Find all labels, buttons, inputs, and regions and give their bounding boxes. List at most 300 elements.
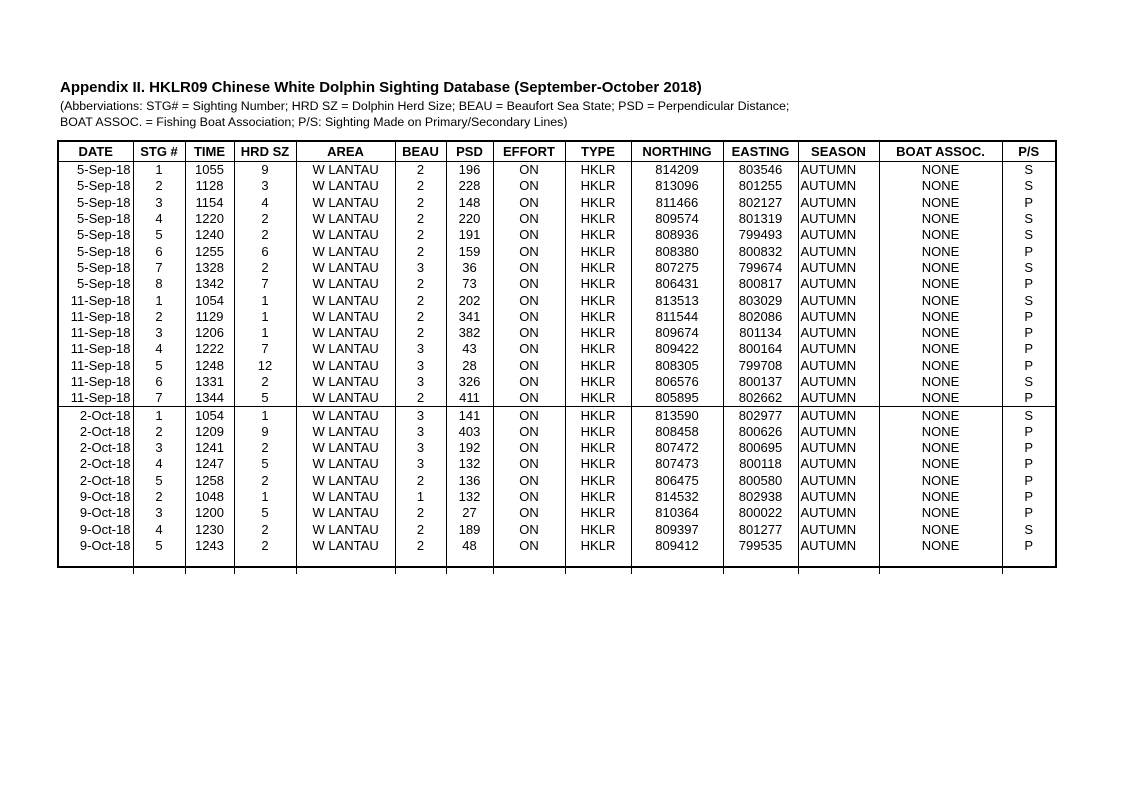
table-cell: 2-Oct-18 (59, 424, 133, 440)
table-cell: 813590 (631, 407, 723, 424)
table-cell: 1255 (185, 243, 234, 259)
table-cell: 4 (133, 456, 185, 472)
table-cell: 806431 (631, 276, 723, 292)
table-cell: NONE (879, 260, 1002, 276)
table-row (59, 162, 1055, 179)
table-cell: P (1024, 423, 1034, 439)
table-cell: 801255 (723, 178, 798, 194)
table-cell: S (1024, 521, 1034, 537)
table-cell: 7 (234, 341, 296, 357)
table-cell: 191 (446, 227, 493, 243)
empty-cell (1002, 554, 1055, 574)
table-cell: 2-Oct-18 (59, 456, 133, 472)
table-cell: 800022 (723, 505, 798, 521)
table-cell: 5-Sep-18 (59, 276, 133, 292)
table-cell: 814532 (631, 489, 723, 505)
table-cell: 1243 (185, 538, 234, 554)
table-cell: 2 (395, 309, 446, 325)
table-cell: HKLR (565, 358, 631, 374)
table-cell: 4 (133, 522, 185, 538)
table-cell: NONE (879, 390, 1002, 407)
column-header: BEAU (395, 142, 446, 162)
table-cell: 5 (133, 227, 185, 243)
table-cell: 1209 (185, 424, 234, 440)
table-cell: 136 (446, 473, 493, 489)
table-cell: 6 (133, 374, 185, 390)
empty-cell (879, 554, 1002, 574)
table-row (59, 473, 1055, 489)
table-cell: S (1024, 374, 1034, 389)
table-cell: ON (493, 473, 565, 489)
table-cell: W LANTAU (296, 211, 395, 227)
empty-cell (446, 554, 493, 574)
abbreviations-line-1: (Abberviations: STG# = Sighting Number; HRD SZ = Dolphin Herd Size; BEAU = Beaufort Sea State; PSD = Perpendicular Distance; (60, 99, 790, 113)
table-cell: AUTUMN (798, 390, 879, 407)
table-cell: ON (493, 195, 565, 211)
table-cell: 814209 (631, 162, 723, 179)
table-cell: P (1024, 308, 1034, 324)
table-cell: 5-Sep-18 (59, 227, 133, 243)
table-cell: 1344 (185, 390, 234, 407)
table-cell: AUTUMN (798, 522, 879, 538)
table-cell: 2 (133, 178, 185, 194)
table-cell: AUTUMN (798, 195, 879, 211)
table-row (59, 522, 1055, 538)
table-cell: 803546 (723, 162, 798, 179)
table-cell: ON (493, 538, 565, 554)
column-header: EFFORT (493, 142, 565, 162)
table-cell: 1 (133, 162, 185, 179)
table-cell: 1048 (185, 489, 234, 505)
table-cell: 799708 (723, 358, 798, 374)
table-cell: 800832 (723, 243, 798, 259)
table-cell: 1 (234, 309, 296, 325)
table-cell: HKLR (565, 260, 631, 276)
table-cell: 3 (395, 341, 446, 357)
table-cell: ON (493, 260, 565, 276)
table-cell: 2 (395, 162, 446, 179)
table-cell: 9-Oct-18 (59, 489, 133, 505)
table-cell: 141 (446, 407, 493, 424)
table-cell: 7 (234, 276, 296, 292)
table-cell: 189 (446, 522, 493, 538)
table-cell: AUTUMN (798, 456, 879, 472)
table-cell: 411 (446, 390, 493, 407)
table-cell: HKLR (565, 195, 631, 211)
table-row (59, 178, 1055, 194)
table-cell: ON (493, 292, 565, 308)
table-cell: 3 (133, 505, 185, 521)
table-cell: 11-Sep-18 (59, 374, 133, 390)
table-cell: 148 (446, 195, 493, 211)
table-cell: ON (493, 341, 565, 357)
table-cell: 403 (446, 424, 493, 440)
table-cell: S (1024, 178, 1034, 194)
table-cell: AUTUMN (798, 276, 879, 292)
table-cell: 5-Sep-18 (59, 260, 133, 276)
table-cell: 807472 (631, 440, 723, 456)
table-cell: 1 (234, 407, 296, 424)
table-cell: 4 (133, 211, 185, 227)
table-cell: 9 (234, 162, 296, 179)
table-cell: W LANTAU (296, 538, 395, 554)
table-cell: ON (493, 522, 565, 538)
table-cell: AUTUMN (798, 178, 879, 194)
table-cell: 326 (446, 374, 493, 390)
table-cell: ON (493, 162, 565, 179)
table-cell: 9-Oct-18 (59, 522, 133, 538)
table-cell: 2 (395, 390, 446, 407)
table-cell: 1 (234, 489, 296, 505)
table-cell: 3 (395, 440, 446, 456)
table-cell: 3 (234, 178, 296, 194)
table-cell: HKLR (565, 227, 631, 243)
table-cell: 2-Oct-18 (59, 407, 133, 424)
table-cell: 806576 (631, 374, 723, 390)
table-cell: HKLR (565, 473, 631, 489)
table-cell: 2 (395, 227, 446, 243)
table-cell: 9-Oct-18 (59, 538, 133, 554)
table-cell: HKLR (565, 292, 631, 308)
table-cell: NONE (879, 227, 1002, 243)
table-cell: W LANTAU (296, 260, 395, 276)
table-cell: W LANTAU (296, 489, 395, 505)
table-cell: ON (493, 424, 565, 440)
table-cell: 36 (446, 260, 493, 276)
table-cell: 3 (133, 325, 185, 341)
table-cell: W LANTAU (296, 325, 395, 341)
table-cell: 43 (446, 341, 493, 357)
table-cell: AUTUMN (798, 292, 879, 308)
table-cell: 809574 (631, 211, 723, 227)
table-cell: 228 (446, 178, 493, 194)
table-cell: 1331 (185, 374, 234, 390)
table-cell: S (1024, 292, 1034, 308)
table-cell: P (1024, 505, 1034, 521)
table-cell: 809674 (631, 325, 723, 341)
sighting-table-frame (57, 140, 1057, 568)
table-row (59, 489, 1055, 505)
column-header: EASTING (723, 142, 798, 162)
table-cell: 801277 (723, 522, 798, 538)
table-cell: HKLR (565, 489, 631, 505)
table-cell: 5 (234, 456, 296, 472)
table-cell: 1 (133, 292, 185, 308)
column-header: SEASON (798, 142, 879, 162)
table-cell: ON (493, 358, 565, 374)
column-header: AREA (296, 142, 395, 162)
table-cell: AUTUMN (798, 325, 879, 341)
table-cell: W LANTAU (296, 505, 395, 521)
table-cell: S (1002, 407, 1055, 424)
table-row (59, 374, 1055, 390)
table-cell: NONE (879, 325, 1002, 341)
table-cell: 2 (234, 440, 296, 456)
empty-cell (565, 554, 631, 574)
table-cell: 9-Oct-18 (59, 505, 133, 521)
table-cell: P (1024, 489, 1034, 505)
table-cell: 7 (133, 260, 185, 276)
table-cell: AUTUMN (798, 489, 879, 505)
table-cell: 7 (133, 390, 185, 407)
table-cell: NONE (879, 178, 1002, 194)
table-cell: ON (493, 456, 565, 472)
table-cell: AUTUMN (798, 341, 879, 357)
table-row (59, 260, 1055, 276)
table-cell: 807275 (631, 260, 723, 276)
table-cell: HKLR (565, 522, 631, 538)
table-cell: W LANTAU (296, 522, 395, 538)
table-cell: W LANTAU (296, 195, 395, 211)
table-cell: 2 (395, 178, 446, 194)
table-cell: 341 (446, 309, 493, 325)
table-row (59, 292, 1055, 308)
table-cell: 800626 (723, 424, 798, 440)
table-cell: 800164 (723, 341, 798, 357)
table-cell: 799535 (723, 538, 798, 554)
table-cell: 27 (446, 505, 493, 521)
table-cell: HKLR (565, 309, 631, 325)
table-cell: NONE (879, 489, 1002, 505)
table-cell: 1247 (185, 456, 234, 472)
table-cell: 132 (446, 489, 493, 505)
table-cell: P (1024, 341, 1034, 357)
table-cell: P (1024, 472, 1034, 488)
table-cell: 1129 (185, 309, 234, 325)
table-cell: W LANTAU (296, 227, 395, 243)
table-cell: 2 (234, 522, 296, 538)
table-cell: 2 (395, 292, 446, 308)
table-cell: 1230 (185, 522, 234, 538)
table-cell: 5 (133, 358, 185, 374)
table-cell: 808936 (631, 227, 723, 243)
table-cell: 9 (234, 424, 296, 440)
table-cell: 5-Sep-18 (59, 195, 133, 211)
table-cell: NONE (879, 292, 1002, 308)
table-cell: 2 (395, 211, 446, 227)
table-cell: 48 (446, 538, 493, 554)
column-header: BOAT ASSOC. (879, 142, 1002, 162)
table-row (59, 505, 1055, 521)
table-cell: P (1024, 194, 1034, 210)
column-header: DATE (59, 142, 133, 162)
table-cell: 803029 (723, 292, 798, 308)
table-cell: 1 (395, 489, 446, 505)
table-cell: 5 (133, 538, 185, 554)
table-cell: 196 (446, 162, 493, 179)
table-cell: HKLR (565, 456, 631, 472)
table-cell: 1055 (185, 162, 234, 179)
table-cell: P (1024, 440, 1034, 456)
table-cell: ON (493, 440, 565, 456)
abbreviations-note (60, 98, 789, 130)
table-cell: 1258 (185, 473, 234, 489)
table-cell: W LANTAU (296, 276, 395, 292)
table-cell: HKLR (565, 325, 631, 341)
table-cell: 3 (395, 424, 446, 440)
table-cell: S (1024, 259, 1034, 275)
table-cell: HKLR (565, 341, 631, 357)
table-row (59, 276, 1055, 292)
table-cell: 1206 (185, 325, 234, 341)
table-cell: NONE (879, 195, 1002, 211)
column-header: TYPE (565, 142, 631, 162)
table-cell: W LANTAU (296, 243, 395, 259)
table-cell: 1241 (185, 440, 234, 456)
table-cell: 2 (133, 424, 185, 440)
table-cell: 813096 (631, 178, 723, 194)
table-cell: 2 (395, 276, 446, 292)
table-cell: W LANTAU (296, 424, 395, 440)
table-cell: NONE (879, 276, 1002, 292)
table-cell: AUTUMN (798, 227, 879, 243)
table-cell: 1 (234, 292, 296, 308)
empty-cell (493, 554, 565, 574)
table-row (59, 211, 1055, 227)
table-cell: 801134 (723, 325, 798, 341)
table-cell: HKLR (565, 178, 631, 194)
table-cell: 28 (446, 358, 493, 374)
table-cell: 1 (234, 325, 296, 341)
abbreviations-line-2: BOAT ASSOC. = Fishing Boat Association; P/S: Sighting Made on Primary/Secondary Lines) (60, 115, 568, 129)
table-cell: 811544 (631, 309, 723, 325)
table-cell: ON (493, 407, 565, 424)
table-cell: AUTUMN (798, 211, 879, 227)
table-cell: NONE (879, 505, 1002, 521)
table-cell: 809412 (631, 538, 723, 554)
table-cell: W LANTAU (296, 407, 395, 424)
table-cell: 1222 (185, 341, 234, 357)
table-cell: HKLR (565, 374, 631, 390)
table-cell: P (1024, 243, 1034, 259)
table-cell: ON (493, 243, 565, 259)
empty-cell (59, 554, 133, 574)
table-cell: ON (493, 227, 565, 243)
empty-cell (798, 554, 879, 574)
table-cell: 800137 (723, 374, 798, 390)
table-cell: 806475 (631, 473, 723, 489)
table-cell: W LANTAU (296, 440, 395, 456)
table-cell: 1342 (185, 276, 234, 292)
table-cell: 2 (234, 473, 296, 489)
table-cell: 11-Sep-18 (59, 341, 133, 357)
table-cell: 5 (133, 473, 185, 489)
table-cell: HKLR (565, 538, 631, 554)
table-cell: 3 (395, 374, 446, 390)
table-cell: HKLR (565, 440, 631, 456)
table-cell: P (1024, 276, 1034, 292)
table-cell: HKLR (565, 243, 631, 259)
table-row (59, 227, 1055, 243)
table-row (59, 407, 1055, 424)
table-row (59, 243, 1055, 259)
table-cell: 802977 (723, 407, 798, 424)
table-cell: AUTUMN (798, 407, 879, 424)
table-row (59, 456, 1055, 472)
table-cell: 1220 (185, 211, 234, 227)
table-cell: HKLR (565, 505, 631, 521)
table-cell: 2-Oct-18 (59, 473, 133, 489)
table-cell: W LANTAU (296, 341, 395, 357)
table-row (59, 440, 1055, 456)
table-cell: 2 (234, 374, 296, 390)
table-cell: 809422 (631, 341, 723, 357)
table-cell: 5 (234, 505, 296, 521)
table-cell: 800817 (723, 276, 798, 292)
empty-cell (395, 554, 446, 574)
table-cell: 2 (234, 260, 296, 276)
table-cell: 1248 (185, 358, 234, 374)
table-cell: 12 (234, 358, 296, 374)
empty-cell (296, 554, 395, 574)
table-cell: 132 (446, 456, 493, 472)
table-cell: HKLR (565, 162, 631, 179)
table-cell: 382 (446, 325, 493, 341)
table-filler-row (59, 554, 1055, 574)
table-cell: 6 (133, 243, 185, 259)
table-cell: P (1024, 357, 1034, 373)
table-cell: 5-Sep-18 (59, 211, 133, 227)
table-cell: 1240 (185, 227, 234, 243)
table-cell: 159 (446, 243, 493, 259)
table-cell: AUTUMN (798, 505, 879, 521)
table-cell: 811466 (631, 195, 723, 211)
table-cell: 800118 (723, 456, 798, 472)
table-row (59, 358, 1055, 374)
table-cell: ON (493, 325, 565, 341)
table-cell: 5-Sep-18 (59, 243, 133, 259)
table-cell: S (1024, 162, 1034, 178)
table-cell: W LANTAU (296, 309, 395, 325)
table-cell: 5-Sep-18 (59, 162, 133, 179)
table-cell: P (1024, 456, 1034, 472)
table-cell: W LANTAU (296, 292, 395, 308)
table-cell: AUTUMN (798, 374, 879, 390)
table-cell: 799674 (723, 260, 798, 276)
table-cell: S (1024, 227, 1034, 243)
table-cell: S (1024, 211, 1034, 227)
table-cell: ON (493, 489, 565, 505)
table-cell: 808380 (631, 243, 723, 259)
table-cell: AUTUMN (798, 260, 879, 276)
table-cell: 1 (133, 407, 185, 424)
table-cell: 802938 (723, 489, 798, 505)
table-cell: W LANTAU (296, 358, 395, 374)
table-row (59, 390, 1055, 407)
table-cell: 2 (395, 505, 446, 521)
table-cell: 802127 (723, 195, 798, 211)
table-cell: 4 (234, 195, 296, 211)
table-cell: 1200 (185, 505, 234, 521)
table-cell: 2 (395, 473, 446, 489)
table-cell: NONE (879, 407, 1002, 424)
empty-cell (185, 554, 234, 574)
table-row (59, 341, 1055, 357)
table-cell: 2 (395, 538, 446, 554)
table-header-row (59, 142, 1055, 162)
table-cell: ON (493, 276, 565, 292)
table-cell: 3 (395, 358, 446, 374)
table-cell: 1154 (185, 195, 234, 211)
table-row (59, 538, 1055, 554)
table-cell: 11-Sep-18 (59, 358, 133, 374)
table-cell: AUTUMN (798, 538, 879, 554)
table-cell: NONE (879, 358, 1002, 374)
table-cell: 805895 (631, 390, 723, 407)
table-cell: NONE (879, 162, 1002, 179)
table-row (59, 309, 1055, 325)
table-cell: NONE (879, 522, 1002, 538)
